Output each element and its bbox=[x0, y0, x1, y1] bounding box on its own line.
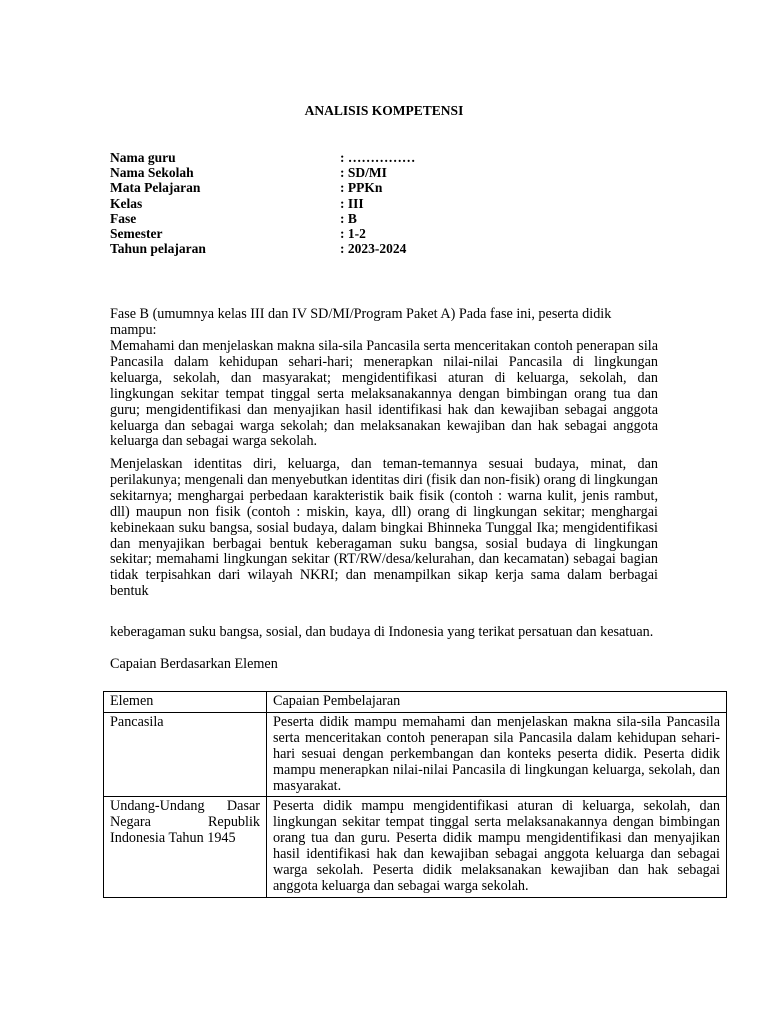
identity-value: : PPKn bbox=[340, 180, 383, 196]
identity-value: : III bbox=[340, 195, 364, 211]
identity-label: Nama Sekolah bbox=[110, 165, 194, 181]
fase-intro-text: Fase B (umumnya kelas III dan IV SD/MI/Program Paket A) Pada fase ini, peserta didik mampu: bbox=[110, 306, 612, 338]
identity-label: Nama guru bbox=[110, 150, 176, 165]
paragraph-keberagaman: keberagaman suku bangsa, sosial, dan budaya di Indonesia yang terikat persatuan dan kesatuan. bbox=[110, 624, 654, 640]
paragraph-pancasila-uud: Memahami dan menjelaskan makna sila-sila Pancasila serta menceritakan contoh penerapan sila Pancasila dalam kehidupan sehari-hari; menerapkan nilai-nilai Pancasila di lingkungan keluarga, sekolah, dan masyarakat; mengidentifikasi aturan di keluarga, sekolah, dan lingkungan sekitar tempat tinggal serta melaksanakannya dengan bimbingan orang tua dan guru; mengidentifikasi dan menyajikan hasil identifikasi hak dan kewajiban sebagai anggota keluarga dan sebagai warga sekolah; dan melaksanakan kewajiban dan hak sebagai anggota keluarga dan sebagai warga sekolah. bbox=[110, 338, 658, 450]
table-cell-elemen: Pancasila bbox=[104, 712, 267, 797]
identity-row-fase bbox=[110, 211, 610, 226]
table-cell-capaian: Peserta didik mampu mengidentifikasi aturan di keluarga, sekolah, dan lingkungan sekitar tempat tinggal serta melaksanakannya dengan bimbingan orang tua dan guru. Peserta didik mampu mengidentifikasi dan menyajikan hasil identifikasi hak dan kewajiban sebagai anggota keluarga dan sebagai warga sekolah. Peserta didik melaksanakan kewajiban dan hak sebagai anggota keluarga dan sebagai warga sekolah. bbox=[267, 797, 727, 897]
identity-row-nama-guru bbox=[110, 150, 610, 165]
identity-value: : B bbox=[340, 210, 357, 226]
table-row bbox=[104, 712, 727, 797]
identity-row-nama-sekolah bbox=[110, 165, 610, 180]
table-header-elemen: Elemen bbox=[104, 692, 267, 713]
identity-row-mata-pelajaran bbox=[110, 180, 610, 195]
elemen-heading: Capaian Berdasarkan Elemen bbox=[110, 656, 278, 672]
paragraph-bhinneka-nkri: Menjelaskan identitas diri, keluarga, dan teman-temannya sesuai budaya, minat, dan perilakunya; mengenali dan menyebutkan identitas diri (fisik dan non-fisik) orang di lingkungan sekitarnya; menghargai perbedaan karakteristik baik fisik (contoh : warna kulit, jenis rambut, dll) maupun non fisik (contoh : miskin, kaya, dll) orang di lingkungan sekitar; menghargai kebinekaan suku bangsa, sosial budaya, dalam bingkai Bhinneka Tunggal Ika; mengidentifikasi dan menyajikan berbagai bentuk keberagaman suku bangsa, sosial budaya di lingkungan sekitar; memahami lingkungan sekitar (RT/RW/desa/kelurahan, dan kecamatan) sebagai bagian tidak terpisahkan dari wilayah NKRI; dan menampilkan sikap kerja sama dalam berbagai bentuk bbox=[110, 456, 658, 600]
identity-row-kelas bbox=[110, 196, 610, 211]
document-title: ANALISIS KOMPETENSI bbox=[304, 103, 464, 118]
identity-value: : SD/MI bbox=[340, 165, 387, 181]
table-row bbox=[104, 797, 727, 897]
identity-value: : 2023-2024 bbox=[340, 241, 407, 257]
identity-value: : 1-2 bbox=[340, 225, 366, 241]
identity-block bbox=[110, 150, 610, 256]
table-cell-capaian: Peserta didik mampu memahami dan menjelaskan makna sila-sila Pancasila serta menceritakan contoh penerapan sila Pancasila dalam kehidupan sehari-hari sesuai dengan perkembangan dan konteks peserta didik. Peserta didik mampu menerapkan nilai-nilai Pancasila di lingkungan keluarga, sekolah, dan masyarakat. bbox=[267, 712, 727, 797]
table-header-row bbox=[104, 692, 727, 713]
capaian-table bbox=[103, 691, 727, 898]
identity-label: Mata Pelajaran bbox=[110, 180, 201, 196]
identity-label: Fase bbox=[110, 210, 137, 226]
identity-label: Tahun pelajaran bbox=[110, 241, 206, 257]
identity-row-semester bbox=[110, 226, 610, 241]
identity-label: Semester bbox=[110, 225, 163, 241]
table-header-capaian: Capaian Pembelajaran bbox=[267, 692, 727, 713]
identity-value: : …………… bbox=[340, 150, 416, 165]
identity-label: Kelas bbox=[110, 195, 143, 211]
table-cell-elemen: Undang-Undang Dasar Negara Republik Indonesia Tahun 1945 bbox=[104, 797, 267, 897]
identity-row-tahun-pelajaran bbox=[110, 241, 610, 256]
